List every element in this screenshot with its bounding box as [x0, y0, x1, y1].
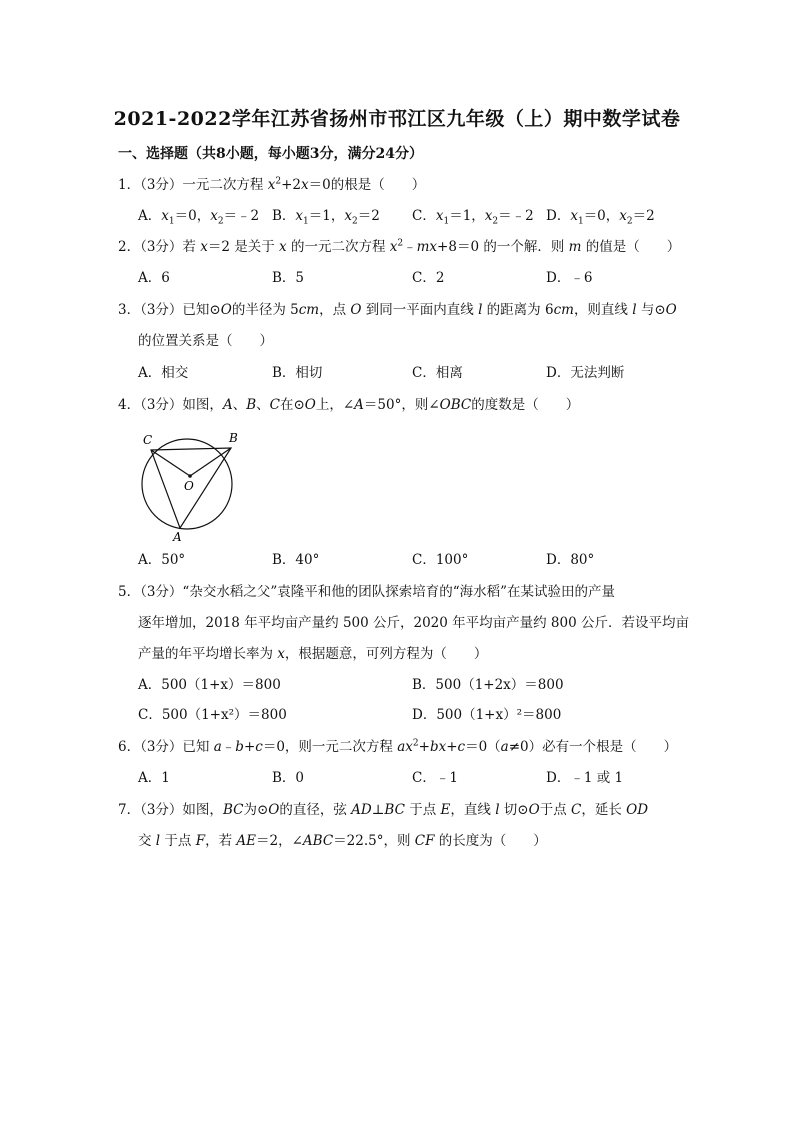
question-3-stem-line2: 的位置关系是（ ） [138, 333, 273, 349]
question-2-option-a[interactable]: A．6 [138, 270, 170, 286]
segment-oc [151, 450, 190, 476]
label-c: C [143, 433, 153, 447]
question-5-option-d[interactable]: D．500（1+x）²＝800 [412, 707, 562, 723]
segment-ob [190, 448, 231, 476]
question-4-option-a[interactable]: A．50° [138, 552, 186, 568]
center-point [188, 474, 192, 478]
question-3-option-d[interactable]: D．无法判断 [546, 365, 625, 381]
question-3-stem-line1: 3．（3分）已知⊙O的半径为 5cm，点 O 到同一平面内直线 l 的距离为 6cm，则直线 l 与⊙O [118, 302, 677, 318]
question-4-stem: 4．（3分）如图，A、B、C在⊙O上，∠A＝50°，则∠OBC的度数是（ ） [118, 397, 580, 413]
question-4-option-b[interactable]: B．40° [272, 552, 320, 568]
label-a: A [173, 530, 182, 543]
question-6-option-b[interactable]: B．0 [272, 770, 305, 786]
question-5-stem-line2: 逐年增加，2018 年平均亩产量约 500 公斤，2020 年平均亩产量约 800 公斤．若设平均亩 [138, 615, 689, 631]
question-1-option-b[interactable]: B．$x_1=1$，$x_2=2$ [272, 208, 380, 227]
question-5-option-c[interactable]: C．500（1+x²）＝800 [138, 707, 287, 723]
question-1-option-c[interactable]: C．$x_1=1$，$x_2=﹣2$ [412, 208, 534, 227]
question-6-stem: 6．（3分）已知 a﹣b+c＝0，则一元二次方程 $ax^2+bx+c=0(a\ne 0)$必有一个根是（ ） [118, 738, 678, 755]
question-7-stem-line1: 7．（3分）如图，BC为⊙O的直径，弦 AD⊥BC 于点 E，直线 l 切⊙O于点 C，延长 OD [118, 802, 649, 818]
question-1-stem: 1．（3分）一元二次方程 $x^2+2x=0$的根是（ ） [118, 176, 426, 193]
question-4-option-c[interactable]: C．100° [412, 552, 469, 568]
question-5-option-a[interactable]: A．500（1+x）＝800 [138, 677, 281, 693]
question-4-option-d[interactable]: D．80° [546, 552, 595, 568]
question-7-stem-line2: 交 l 于点 F，若 AE＝2，∠ABC＝22.5°，则 CF 的长度为（ ） [138, 833, 547, 849]
question-3-option-c[interactable]: C．相离 [412, 365, 463, 381]
circle-figure [135, 428, 250, 543]
question-1-option-d[interactable]: D．$x_1=0$，$x_2=2$ [546, 208, 655, 227]
section-heading: 一、选择题（共8小题，每小题3分，满分24分） [118, 146, 423, 162]
question-2-option-b[interactable]: B．5 [272, 270, 305, 286]
question-2-stem: 2．（3分）若 x＝2 是关于 x 的一元二次方程 $x^2﹣mx+8=0$ 的一个解．则 m 的值是（ ） [118, 238, 681, 255]
question-2-option-d[interactable]: D．﹣6 [546, 270, 593, 286]
question-1-option-a[interactable]: A．$x_1=0$，$x_2=﹣2$ [138, 208, 260, 227]
question-6-option-d[interactable]: D．﹣1 或 1 [546, 770, 624, 786]
question-3-option-a[interactable]: A．相交 [138, 365, 189, 381]
question-5-stem-line3: 产量的年平均增长率为 x，根据题意，可列方程为（ ） [138, 646, 488, 662]
question-3-option-b[interactable]: B．相切 [272, 365, 323, 381]
page-title: 2021-2022学年江苏省扬州市邗江区九年级（上）期中数学试卷 [113, 108, 681, 130]
question-6-option-a[interactable]: A．1 [138, 770, 170, 786]
question-5-option-b[interactable]: B．500（1+2x）＝800 [412, 677, 564, 693]
question-6-option-c[interactable]: C．﹣1 [412, 770, 458, 786]
label-o: O [184, 479, 194, 493]
question-2-option-c[interactable]: C．2 [412, 270, 445, 286]
question-5-stem-line1: 5．（3分）“杂交水稻之父”袁隆平和他的团队探索培育的“海水稻”在某试验田的产量 [118, 584, 616, 600]
label-b: B [229, 431, 238, 445]
